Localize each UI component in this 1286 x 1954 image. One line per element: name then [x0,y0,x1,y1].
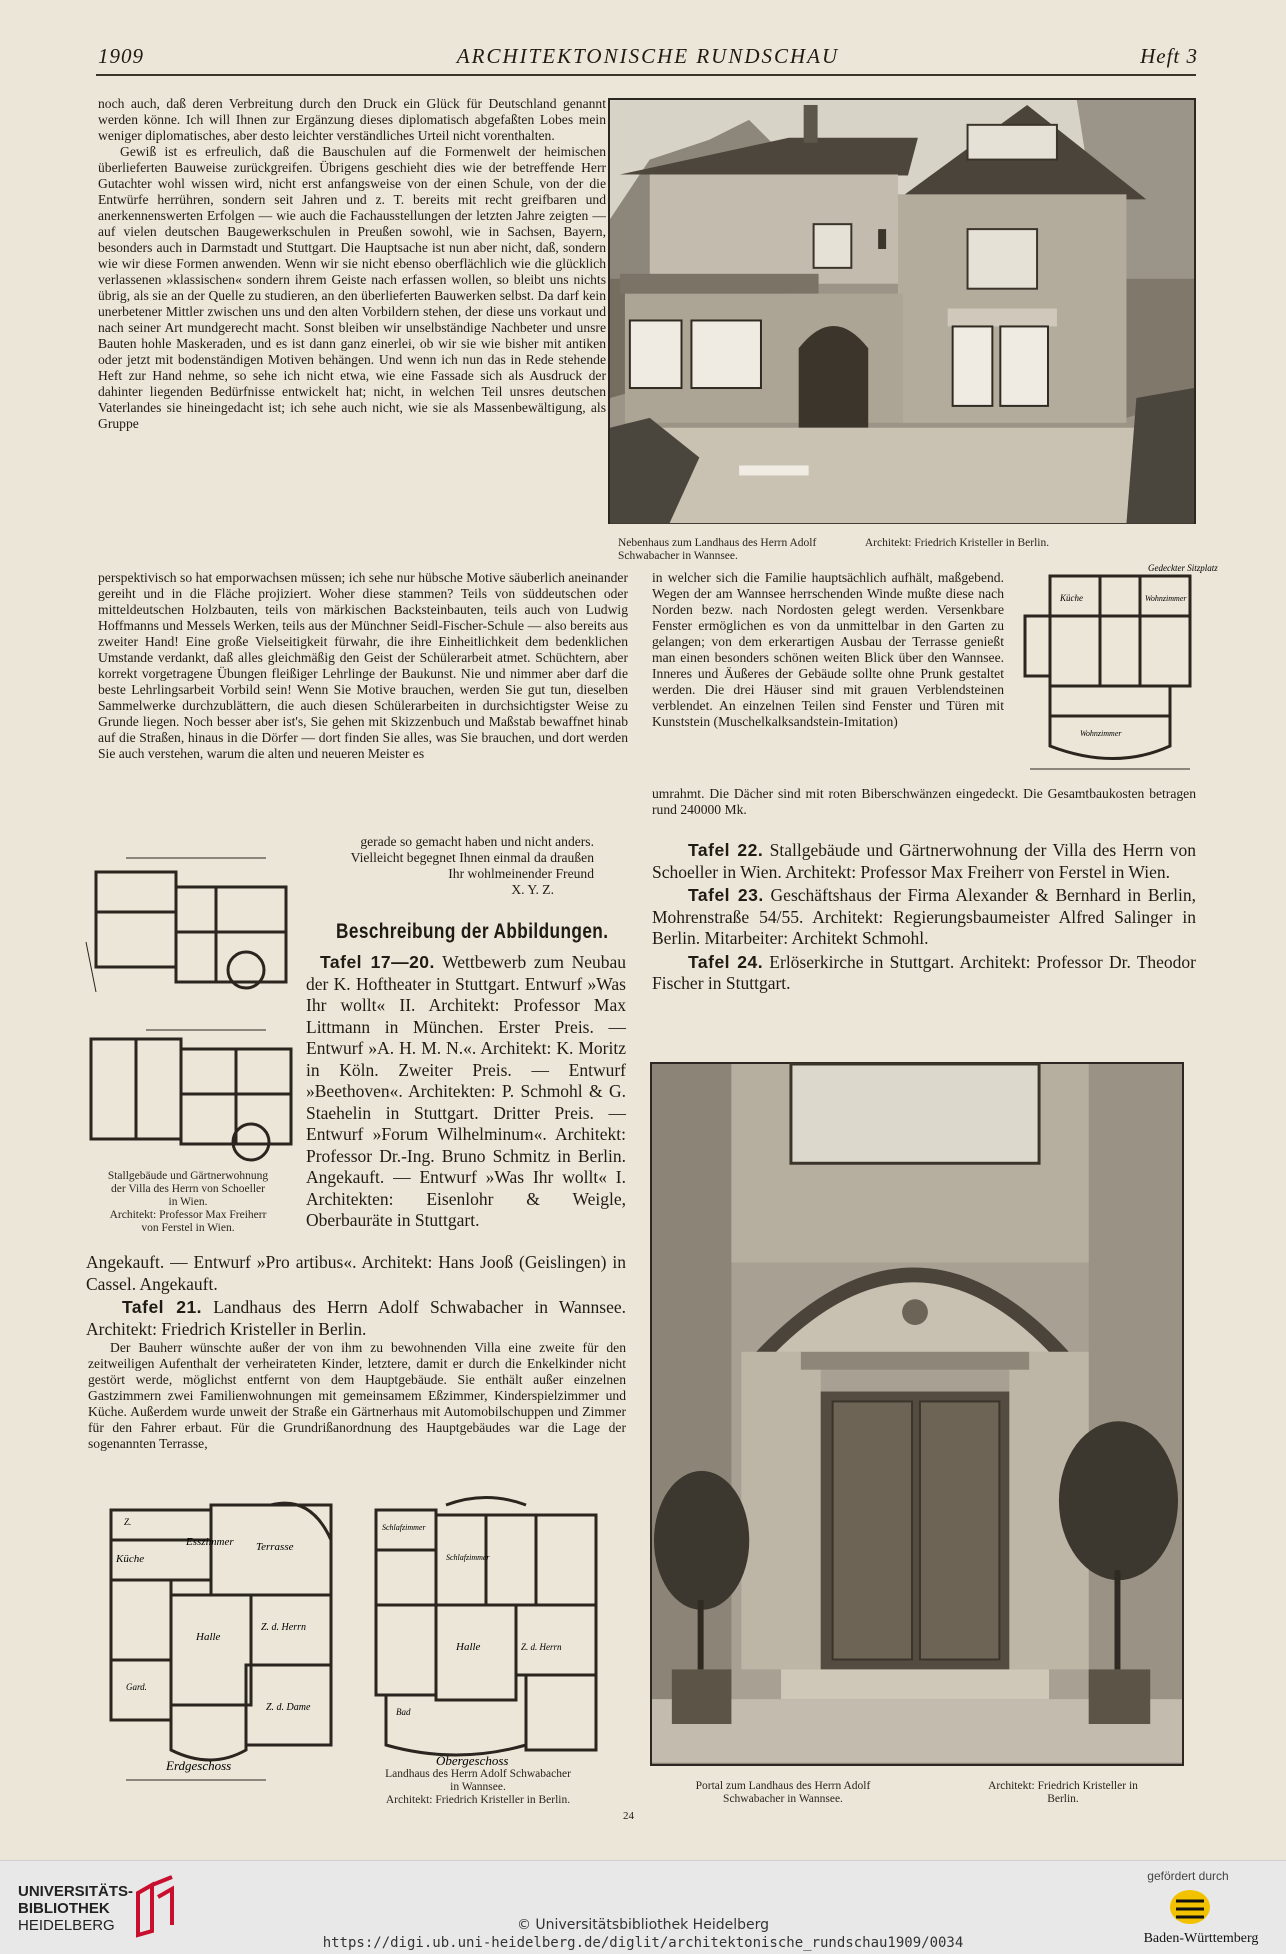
source-url-link[interactable]: https://digi.ub.uni-heidelberg.de/diglit/architektonische_rundschau1909/0034 [322,1935,964,1951]
plan-label: Erdgeschoss [166,1758,232,1773]
tafel-label: Tafel 17—20. [320,952,435,972]
figure-descriptions-left [86,1252,626,1340]
plan-label: Halle [456,1641,481,1653]
plan-label: Z. d. Herrn [261,1622,307,1633]
header-rule [96,74,1196,76]
caption-line: der Villa des Herrn von Schoeller [111,1183,265,1195]
tafel21-description [88,1340,626,1452]
caption-line: von Ferstel in Wien. [141,1222,235,1234]
house-illustration [610,100,1194,523]
portal-illustration [652,1064,1182,1763]
library-name-line: BIBLIOTHEK [18,1900,110,1917]
caption-line: in Wannsee. [450,1781,506,1793]
paragraph: Gewiß ist es erfreulich, daß die Bauschulen auf die Formenwelt der heimischen überlieferten Bauweise zurückgreifen. Übrigens geschieht dies wie der betreffende Herr Gutachter wohl wissen wird, nicht erst anfangsweise von der einen Schule, von der die Entwürfe herrühren, sondern seit Jahren und z. T. bereits mit recht greifbaren und anerkennenswerten Erfolgen — wie auch die Fachausstellungen der letzten Jahre zeigten — auf vielen deutschen Baugewerkschulen in Preußen sowohl, wie in Sachsen, Bayern, besonders auch in Darmstadt und Stuttgart. Die Hauptsache ist nun aber nicht, daß, sondern wie wir diese Formen anwenden. Wenn wir sie nicht ebenso oberflächlich wie die glücklich verlassenen »klassischen« sondern ihrem Geiste nach erfassen wollen, so bleibt uns nichts übrig, als sie an der Quelle zu studieren, an den überlieferten Bauwerken selbst. Da darf kein unerbetener Mittler zwischen uns und den alten Vorbildern stehen, der diese uns vorkaut und nach seiner Art mundgerecht macht. Sonst bleiben wir unselbständige Nachbeter und unsre Bauten hohle Maskeraden, und es ist dann ganz einerlei, ob wir sie wie bisher mit antiken oder jetzt mit bodenständigen Motiven behängen. Und wenn ich nun das in Rede stehende Heft zur Hand nehme, so sehe ich nicht etwa, wie eine Fassade sich als Ausdruck der dahinter liegenden Bedürfnisse entwickelt hat; nicht, in welchen Teil unsres deutschen Vaterlandes sie hineingedacht ist; ich sehe auch nicht, wie sie als Massenbewältigung, als Gruppe [98,144,606,431]
page-number: 24 [623,1810,634,1822]
plan-label: Küche [116,1553,145,1565]
plan-label: Küche [1060,593,1083,603]
state-name: Baden-Württemberg [1143,1931,1259,1946]
tafel-text: Landhaus des Herrn Adolf Schwabacher in Wannsee. Architekt: Friedrich Kristeller in Berlin. [86,1297,626,1339]
tafel-text: Wettbewerb zum Neubau der K. Hoftheater in Stuttgart. Entwurf »Was Ihr wollt« II. Architekt: Professor Max Littmann in München. Erster Preis. — Entwurf »A. H. M. N.«. Architekt: K. Moritz in Köln. Zweiter Preis. — Entwurf »Beethoven«. Architekten: P. Schmohl & G. Staehelin in Stuttgart. Dritter Preis. — Entwurf »Forum Wilhelminum«. Architekt: Professor Dr.-Ing. Bruno Schmitz in Berlin. Angekauft. — Entwurf »Was Ihr wollt« I. Architekten: Eisenlohr & Weigle, Oberbauräte in Stuttgart. [306,952,626,1230]
tafel-text: Geschäftshaus der Firma Alexander & Bernhard in Berlin, Mohrenstraße 54/55. Architekt: Regierungsbaumeister Alfred Salinger in Berlin. Mitarbeiter: Architekt Schmohl. [652,885,1196,948]
library-name-line: HEIDELBERG [18,1917,115,1934]
plan-label: Halle [196,1631,221,1643]
photo2-caption-left: Portal zum Landhaus des Herrn Adolf Schwabacher in Wannsee. [695,1780,871,1805]
plan-label: Wohnzimmer [1145,594,1187,603]
right-column-text [652,570,1004,730]
left-column-text-continued [98,570,628,762]
caption-line: Architekt: Friedrich Kristeller in Berlin. [385,1794,571,1806]
plan-label: Z. [124,1517,132,1527]
plan-label: Schlafzimmer [382,1523,426,1532]
floorplan-stable-upper [86,1024,296,1164]
tafel-label: Tafel 24. [688,951,764,972]
caption-line: Stallgebäude und Gärtnerwohnung [107,1170,269,1182]
figure-descriptions-tafel17 [306,952,626,1232]
plan-label: Terrasse [256,1541,294,1553]
photo-nebenhaus [608,98,1196,524]
plan-label: Wohnzimmer [1080,729,1122,738]
closing-line: Ihr wohlmeinender Freund [448,866,594,881]
library-footer [0,1860,1286,1954]
signature: X. Y. Z. [511,882,554,897]
plan-label: Obergeschoss [436,1753,509,1768]
caption-line: Architekt: Professor Max Freiherr [109,1209,267,1221]
paragraph: perspektivisch so hat emporwachsen müssen; ich sehe nur hübsche Motive säuberlich aneinander gereiht und in die Fläche projiziert. Woher diese stammen? Teils von süddeutschen oder mitteldeutschen Holzbauten, teils von märkischen Backsteinbauten, teils auch von Ludwig Hoffmanns und Messels Werken, teils aus der Münchner Seidl-Fischer-Schule — also bereits aus zweiter Hand! Eine große Vielseitigkeit fürwahr, die ihre Einheitlichkeit dem bedenklichen Umstande verdankt, daß alles gleichmäßig den Geist der Schülerarbeit atmet. Schüchtern, aber korrekt vorgetragene Übungen fleißiger Lehrlinge der Baukunst. Nie und nimmer aber darf die beste Lehrlingsarbeit Vorbild sein! Wenn Sie Motive brauchen, werden Sie gut tun, dieselben Sammelwerke durchzublättern, die auch diesen Schülerarbeiten in durchsichtigster Weise zu Grunde liegen. Noch besser aber ist's, Sie gehen mit Skizzenbuch und Maßstab bewaffnet hinab auf die Straßen, hinaus in die Dörfer — dort finden Sie alles, was Sie brauchen, und dort werden Sie auch verstehen, warum die alten und neueren Meister es [98,570,628,761]
section-heading: Beschreibung der Abbildungen. [336,920,609,943]
tafel-text: Erlöserkirche in Stuttgart. Architekt: Professor Dr. Theodor Fischer in Stuttgart. [652,951,1197,993]
state-coat-of-arms-icon [1166,1887,1214,1927]
floorplan-gardener-house [1020,556,1218,778]
tafel-label: Tafel 21. [122,1297,203,1317]
plan-caption-stable [86,1170,290,1235]
figure-descriptions-right [652,840,1196,995]
floorplan-stable-ground [86,852,296,1002]
tafel-label: Tafel 23. [688,885,764,905]
tafel-label: Tafel 22. [688,840,764,860]
copyright-text: © Universitätsbibliothek Heidelberg [516,1917,769,1933]
floorplan-villa-ground [96,1500,336,1790]
photo-portal [650,1062,1184,1766]
plan-label: Esszimmer [186,1536,234,1548]
paragraph: in welcher sich die Familie hauptsächlich aufhält, maßgebend. Wegen der am Wannsee herrschenden Winde mußte diese nach Norden bezw. nach Nordosten gelegt werden. Versenkbare Fenster ermöglichen es von da unmittelbar in den Garten zu gelangen; von dem erkerartigen Ausbau der Terrasse genießt man einen besonders schönen weiten Blick über den Wannsee. Inneres und Äußeres der Gebäude sollte ohne Prunk gestaltet werden. Die drei Häuser sind mit grauen Verblendsteinen verblendet. An einzelnen Teilen sind Fenster und Türen mit Kunststein (Muschelkalksandstein-Imitation) [652,570,1004,729]
paragraph: umrahmt. Die Dächer sind mit roten Biberschwänzen eingedeckt. Die Gesamtbaukosten betragen rund 240000 Mk. [652,786,1196,817]
plan-label: Gard. [126,1682,147,1692]
caption-line: Landhaus des Herrn Adolf Schwabacher [385,1768,571,1780]
header-year: 1909 [98,44,144,68]
caption-line: in Wien. [168,1196,208,1208]
tafel-text: Angekauft. — Entwurf »Pro artibus«. Architekt: Hans Jooß (Geislingen) in Cassel. Angekauft. [86,1252,626,1294]
header-journal-title: ARCHITEKTONISCHE RUNDSCHAU [456,44,840,68]
running-header [98,44,1198,70]
left-column-text [98,96,606,432]
right-column-text-wide [652,786,1196,818]
header-issue: Heft 3 [1140,44,1198,68]
photo1-caption-right: Architekt: Friedrich Kristeller in Berlin. [864,537,1050,549]
plan-label: Z. d. Dame [266,1702,311,1713]
tafel-text: Stallgebäude und Gärtnerwohnung der Villa des Herrn von Schoeller in Wien. Architekt: Professor Max Freiherr von Ferstel in Wien. [652,840,1197,882]
plan-caption-landhaus [350,1768,606,1807]
photo2-caption-right: Architekt: Friedrich Kristeller in Berlin. [988,1780,1138,1805]
photo1-caption-left: Nebenhaus zum Landhaus des Herrn Adolf Schwabacher in Wannsee. [618,537,817,562]
paragraph: noch auch, daß deren Verbreitung durch den Druck ein Glück für Deutschland genannt werden könne. Ich will Ihnen zur Ergänzung dieses diplomatisch abgefaßten Lobes mein weniger diplomatisches, aber desto leichter verständliches Urteil nicht vorenthalten. [98,96,606,143]
plan-label: Gedeckter Sitzplatz [1148,563,1218,573]
plan-label: Z. d. Herrn [521,1642,562,1652]
funded-by-label: gefördert durch [1147,1869,1229,1883]
closing-line: Vielleicht begegnet Ihnen einmal da draußen [350,850,594,865]
paragraph: Der Bauherr wünschte außer der von ihm zu bewohnenden Villa eine zweite für den zeitweiligen Aufenthalt der verheirateten Kinder, letztere, damit er durch die Enkelkinder nicht gestört werde, möglichst entfernt von dem Hauptgebäude. Sie enthält außer einzelnen Gastzimmern zwei Familienwohnungen mit gemeinsamem Eßzimmer, Kinderspielzimmer und Küche. Außerdem wurde unweit der Straße ein Gärtnerhaus mit Automobilschuppen und Zimmer für den Fahrer erbaut. Für die Grundrißanordnung des Hauptgebäudes war die Lage der sogenannten Terrasse, [88,1340,626,1451]
letter-closing [300,834,594,898]
closing-line: gerade so gemacht haben und nicht anders. [360,834,594,849]
floorplan-villa-upper [366,1490,602,1770]
plan-label: Schlafzimmer [446,1553,490,1562]
plan-label: Bad [396,1707,411,1717]
library-name-line: UNIVERSITÄTS- [18,1883,134,1900]
